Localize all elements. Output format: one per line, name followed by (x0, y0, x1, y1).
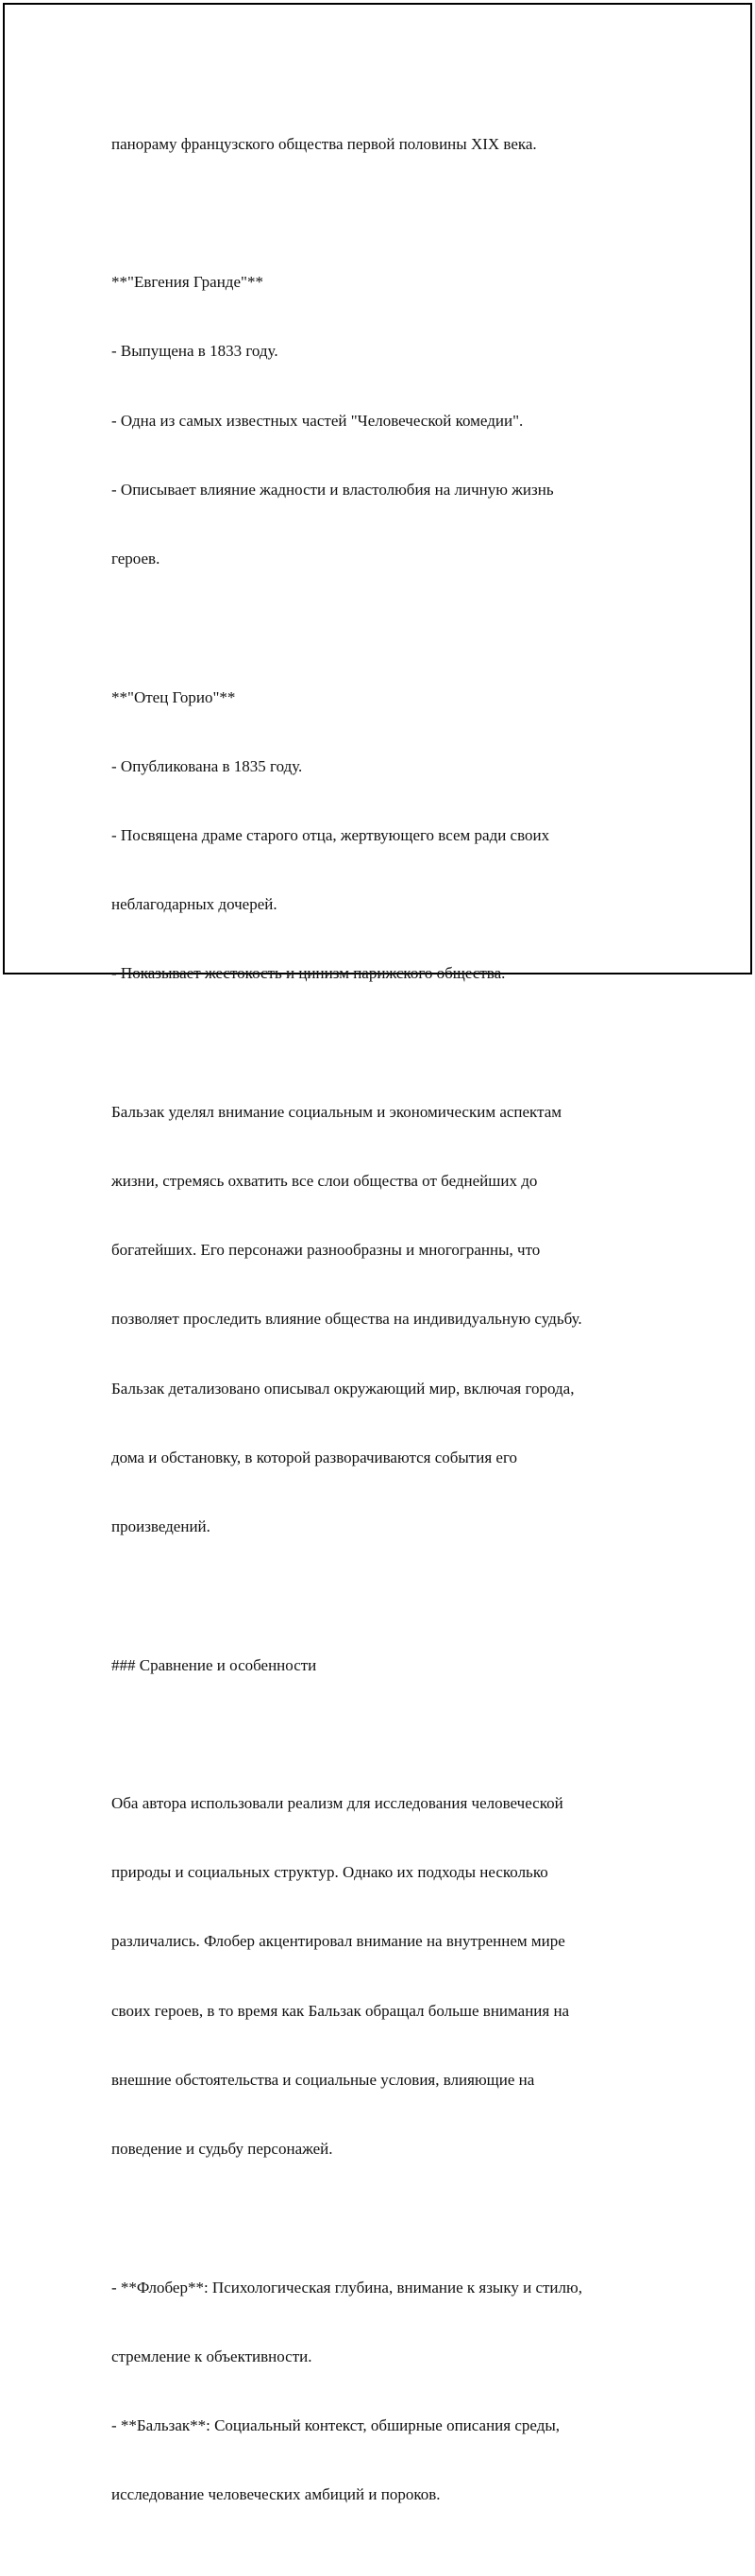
text-line: своих героев, в то время как Бальзак обращал больше внимания на (111, 2001, 570, 2020)
text-line: позволяет проследить влияние общества на индивидуальную судьбу. (111, 1310, 582, 1329)
text-line: исследование человеческих амбиций и пороков. (111, 2485, 441, 2504)
text-line: неблагодарных дочерей. (111, 895, 277, 914)
text-line: Бальзак детализовано описывал окружающий мир, включая города, (111, 1379, 575, 1398)
section-heading-eugenie-grandet: **"Евгения Гранде"** (111, 273, 263, 292)
paragraph-eugenie-grandet (111, 225, 659, 617)
text-line: жизни, стремясь охватить все слои общества от беднейших до (111, 1172, 538, 1191)
text-line: различались. Флобер акцентировал внимание на внутреннем мире (111, 1932, 565, 1951)
section-heading-comparison: ### Сравнение и особенности (111, 1655, 317, 1674)
text-line: внешние обстоятельства и социальные условия, влияющие на (111, 2070, 535, 2089)
text-line: стремление к объективности. (111, 2347, 312, 2365)
list-item: - Опубликована в 1835 году. (111, 756, 303, 775)
text-line: Бальзак уделял внимание социальным и экономическим аспектам (111, 1102, 562, 1121)
paragraph-intro-ending (111, 87, 659, 202)
document-body (111, 87, 659, 2576)
text-line: героев. (111, 550, 160, 568)
text-line: произведений. (111, 1517, 210, 1536)
text-line: дома и обстановку, в которой разворачиваются события его (111, 1448, 517, 1466)
list-item: - Показывает жестокость и цинизм парижского общества. (111, 964, 506, 983)
paragraph-balzac-description (111, 1055, 659, 1585)
list-item: - **Флобер**: Психологическая глубина, внимание к языку и стилю, (111, 2278, 582, 2296)
paragraph-comparison-heading (111, 1608, 659, 1723)
list-item: - Выпущена в 1833 году. (111, 342, 278, 361)
paragraph-comparison-text (111, 1746, 659, 2207)
list-item: - **Бальзак**: Социальный контекст, обширные описания среды, (111, 2415, 561, 2434)
text-line: панораму французского общества первой половины XIX века. (111, 134, 537, 153)
text-line: поведение и судьбу персонажей. (111, 2140, 333, 2159)
list-item: - Одна из самых известных частей "Человеческой комедии". (111, 411, 524, 430)
section-heading-pere-goriot: **"Отец Горио"** (111, 687, 236, 706)
text-line: природы и социальных структур. Однако их подходы несколько (111, 1863, 548, 1882)
list-item: - Посвящена драме старого отца, жертвующего всем ради своих (111, 825, 550, 844)
list-item: - Описывает влияние жадности и властолюбия на личную жизнь (111, 480, 554, 499)
paragraph-pere-goriot (111, 640, 659, 1032)
text-line: богатейших. Его персонажи разнообразны и многогранны, что (111, 1241, 541, 1260)
text-line: Оба автора использовали реализм для исследования человеческой (111, 1793, 563, 1812)
paragraph-author-summary (111, 2230, 659, 2553)
